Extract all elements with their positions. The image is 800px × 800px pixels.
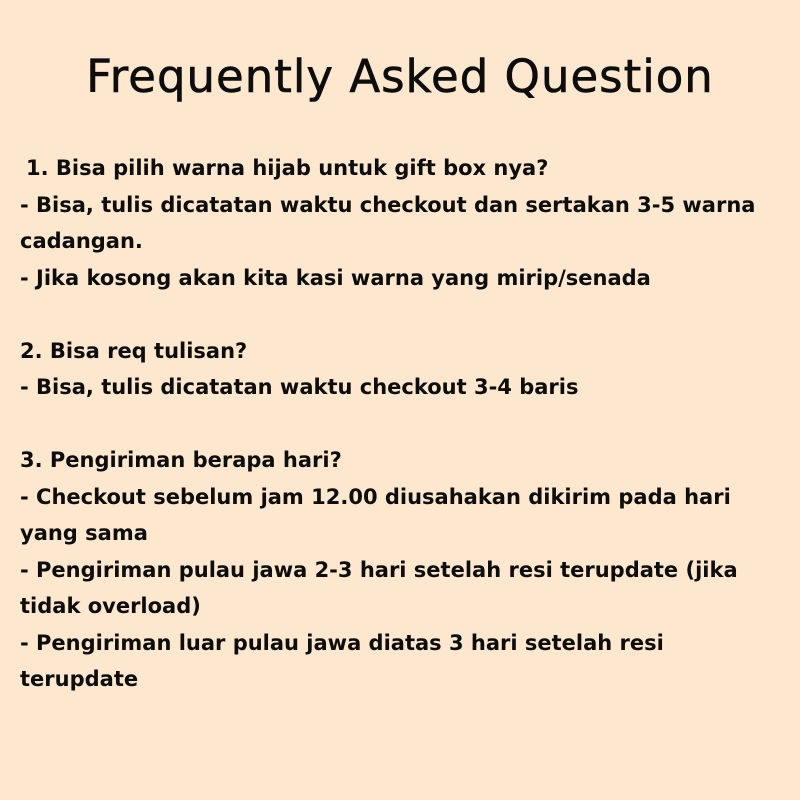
faq-item-3	[20, 442, 780, 698]
faq-answer: - Bisa, tulis dicatatan waktu checkout dan sertakan 3-5 warna cadangan.	[20, 192, 756, 253]
faq-list	[20, 150, 780, 734]
faq-item-2	[20, 333, 780, 406]
faq-question: 1. Bisa pilih warna hijab untuk gift box nya?	[26, 156, 549, 180]
faq-answer: - Pengiriman luar pulau jawa diatas 3 hari setelah resi terupdate	[20, 630, 664, 691]
faq-question: 2. Bisa req tulisan?	[20, 338, 248, 363]
faq-answer: - Pengiriman pulau jawa 2-3 hari setelah resi terupdate (jika tidak overload)	[20, 557, 738, 618]
faq-question: 3. Pengiriman berapa hari?	[20, 448, 342, 472]
faq-answer: - Jika kosong akan kita kasi warna yang mirip/senada	[20, 265, 651, 290]
faq-item-1	[20, 150, 780, 296]
page-title: Frequently Asked Question	[86, 50, 714, 103]
faq-answer: - Checkout sebelum jam 12.00 diusahakan dikirim pada hari yang sama	[20, 484, 731, 545]
faq-answer: - Bisa, tulis dicatatan waktu checkout 3-4 baris	[20, 375, 579, 399]
